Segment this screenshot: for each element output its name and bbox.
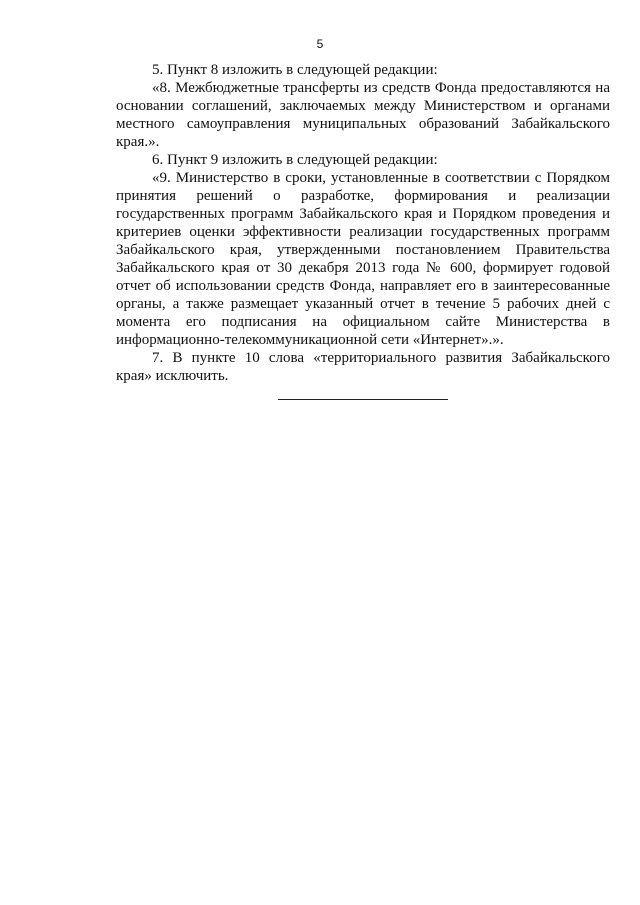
amendment-text-point-9: «9. Министерство в сроки, установленные в соответствии с Порядком принятия решений о разработке, формирования и реализации государственных программ Забайкальского края и Порядком проведения и критериев оценки эффективности реализации государственных программ Забайкальского края, утвержденными постановлением Правительства Забайкальского края от 30 декабря 2013 года № 600, формирует годовой отчет об использовании средств Фонда, направляет его в заинтересованные органы, а также размещает указанный отчет в течение 5 рабочих дней с момента его подписания на официальном сайте Министерства в информационно-телекоммуникационной сети «Интернет».». xyxy=(116,170,610,348)
document-body xyxy=(116,61,610,385)
amendment-item-5: 5. Пункт 8 изложить в следующей редакции: xyxy=(152,62,438,78)
amendment-item-6: 6. Пункт 9 изложить в следующей редакции: xyxy=(152,152,438,168)
end-of-document-rule xyxy=(278,399,448,400)
page-number: 5 xyxy=(316,37,324,51)
amendment-item-7: 7. В пункте 10 слова «территориального развития Забайкальского края» исключить. xyxy=(116,350,610,384)
amendment-text-point-8: «8. Межбюджетные трансферты из средств Фонда предоставляются на основании соглашений, заключаемых между Министерством и органами местного самоуправления муниципальных образований Забайкальского края.». xyxy=(116,80,610,150)
